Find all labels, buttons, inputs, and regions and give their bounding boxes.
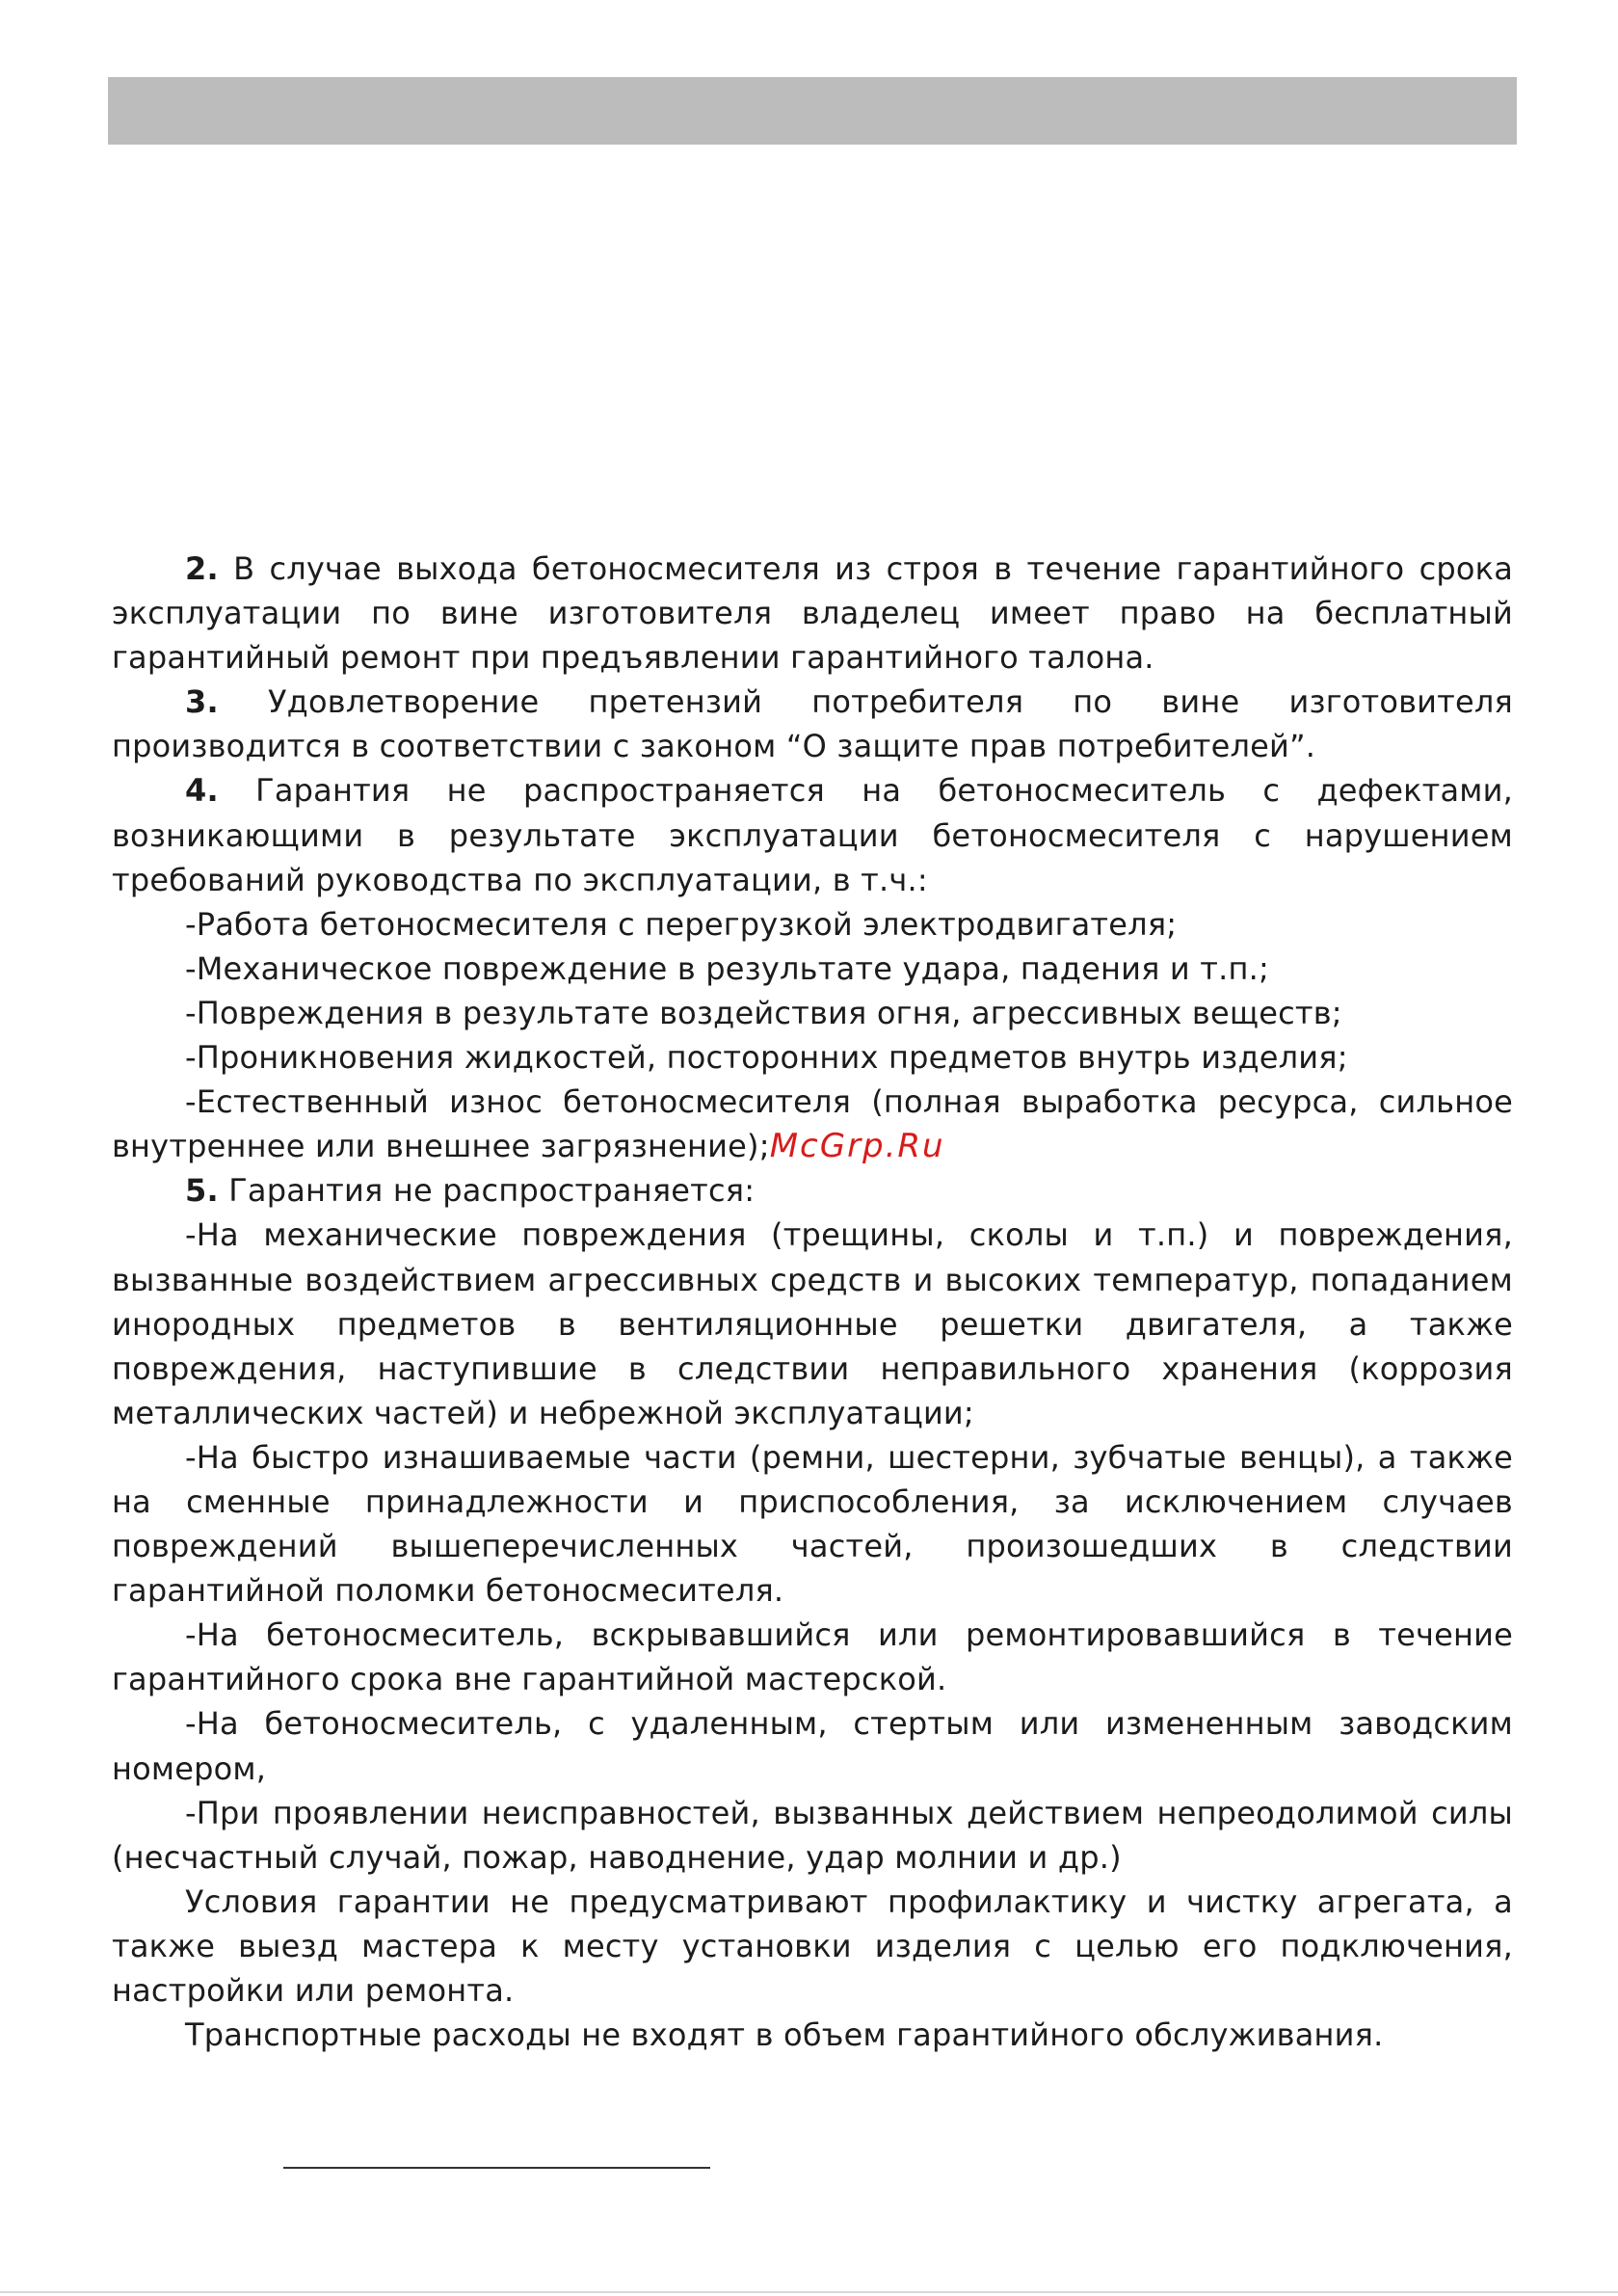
list-item [112, 1213, 1513, 1434]
watermark-link[interactable]: McGrp.Ru [769, 1127, 945, 1166]
footnote-rule [283, 2167, 710, 2169]
paragraph-text: -Работа бетоносмесителя с перегрузкой электродвигателя; [185, 905, 1178, 943]
paragraph-text: -Естественный износ бетоносмесителя (полная выработка ресурса, сильное внутреннее или внешнее загрязнение); [112, 1083, 1513, 1165]
header-band [108, 77, 1517, 145]
paragraph-3 [112, 680, 1513, 768]
paragraph-text: -На быстро изнашиваемые части (ремни, шестерни, зубчатые венцы), а также на сменные принадлежности и приспособления, за исключением случаев повреждений вышеперечисленных частей, произошедших в следствии гарантийной поломки бетоносмесителя. [112, 1438, 1513, 1610]
clause-number: 4. [185, 772, 219, 810]
paragraph-text: -Механическое повреждение в результате удара, падения и т.п.; [185, 949, 1269, 987]
list-item [112, 1080, 1513, 1168]
paragraph-text: Гарантия не распространяется: [218, 1172, 756, 1210]
paragraph-text: -Повреждения в результате воздействия огня, агрессивных веществ; [185, 994, 1342, 1031]
clause-number: 2. [185, 550, 219, 587]
list-item [112, 1791, 1513, 1880]
list-item [112, 1035, 1513, 1080]
paragraph-text: В случае выхода бетоносмесителя из строя в течение гарантийного срока эксплуатации по вине изготовителя владелец имеет право на бесплатный гарантийный ремонт при предъявлении гарантийного талона. [112, 550, 1513, 677]
paragraph-text: -При проявлении неисправностей, вызванных действием непреодолимой силы (несчастный случай, пожар, наводнение, удар молнии и др.) [112, 1794, 1513, 1876]
list-item [112, 1613, 1513, 1701]
paragraph-text: -На бетоносмеситель, вскрывавшийся или ремонтировавшийся в течение гарантийного срока вне гарантийной мастерской. [112, 1616, 1513, 1698]
paragraph-text: -На бетоносмеситель, с удаленным, стертым или измененным заводским номером, [112, 1705, 1513, 1787]
clause-number: 3. [185, 683, 219, 721]
list-item [112, 1701, 1513, 1790]
paragraph-2 [112, 547, 1513, 680]
list-item [112, 902, 1513, 947]
clause-number: 5. [185, 1172, 219, 1210]
paragraph-text: -Проникновения жидкостей, посторонних предметов внутрь изделия; [185, 1039, 1348, 1077]
paragraph-4 [112, 768, 1513, 901]
paragraph-text: Условия гарантии не предусматривают профилактику и чистку агрегата, а также выезд мастера к месту установки изделия с целью его подключения, настройки или ремонта. [112, 1882, 1513, 2009]
paragraph-5 [112, 1168, 1513, 1213]
list-item [112, 947, 1513, 991]
page-bottom-edge [0, 2291, 1618, 2293]
paragraph-transport [112, 2013, 1513, 2057]
paragraph-text: Гарантия не распространяется на бетоносмеситель с дефектами, возникающими в результате эксплуатации бетоносмесителя с нарушением требований руководства по эксплуатации, в т.ч.: [112, 772, 1513, 898]
paragraph-text: -На механические повреждения (трещины, сколы и т.п.) и повреждения, вызванные воздействием агрессивных средств и высоких температур, попаданием инородных предметов в вентиляционные решетки двигателя, а также повреждения, наступившие в следствии неправильного хранения (коррозия металлических частей) и небрежной эксплуатации; [112, 1216, 1513, 1431]
list-item [112, 991, 1513, 1035]
list-item [112, 1435, 1513, 1613]
paragraph-conditions [112, 1880, 1513, 2013]
warranty-text [112, 547, 1513, 2057]
paragraph-text: Транспортные расходы не входят в объем гарантийного обслуживания. [185, 2016, 1384, 2054]
paragraph-text: Удовлетворение претензий потребителя по вине изготовителя производится в соответствии с законом “О защите прав потребителей”. [112, 683, 1513, 765]
